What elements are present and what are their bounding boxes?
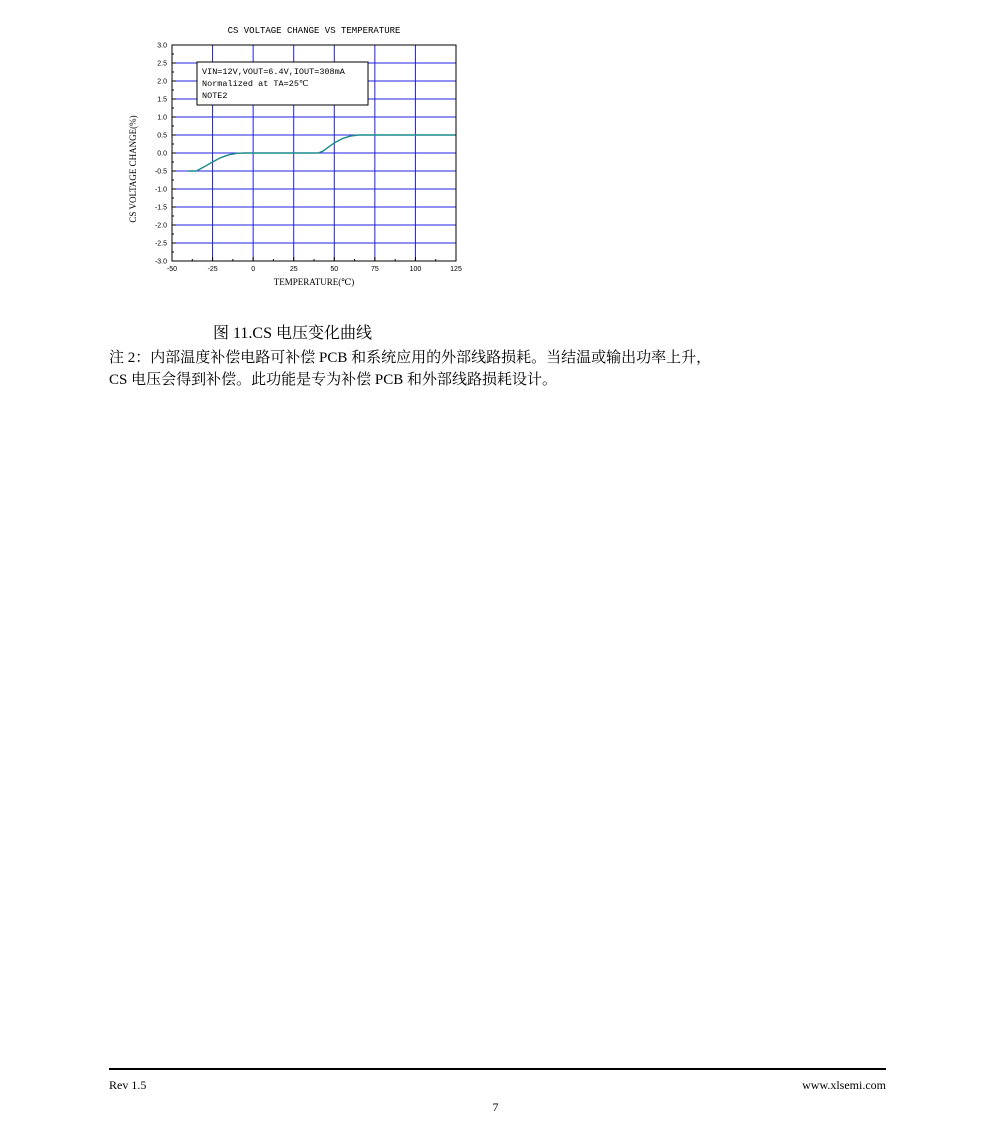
x-tick-label: 125 <box>450 266 462 273</box>
note-line-2: CS 电压会得到补偿。此功能是专为补偿 PCB 和外部线路损耗设计。 <box>109 372 557 388</box>
y-tick-label: 1.0 <box>157 114 167 122</box>
x-tick-label: -25 <box>207 266 218 273</box>
note-paragraph <box>109 347 899 391</box>
y-tick-label: 3.0 <box>157 42 167 50</box>
annotation-line-3: NOTE2 <box>202 91 228 101</box>
y-tick-label: -2.0 <box>154 222 167 230</box>
footer-revision: Rev 1.5 <box>109 1078 147 1092</box>
y-tick-label: -0.5 <box>154 168 167 176</box>
x-tick-label: 50 <box>330 266 339 273</box>
y-tick-label: -3.0 <box>154 258 167 266</box>
x-tick-label: 25 <box>289 266 298 273</box>
footer-rule <box>109 1068 886 1070</box>
y-tick-label: -1.5 <box>154 204 167 212</box>
y-tick-label: 0.5 <box>157 132 167 140</box>
y-tick-label: 2.5 <box>157 60 167 68</box>
annotation-line-1: VIN=12V,VOUT=6.4V,IOUT=308mA <box>202 67 345 77</box>
y-tick-label: -2.5 <box>154 240 167 248</box>
note-line-1: 注 2：内部温度补偿电路可补偿 PCB 和系统应用的外部线路损耗。当结温或输出功率上升， <box>109 350 712 366</box>
x-tick-label: -50 <box>166 266 178 273</box>
y-tick-label: 0.0 <box>157 150 167 158</box>
x-tick-label: 100 <box>409 266 422 273</box>
chart-title: CS VOLTAGE CHANGE VS TEMPERATURE <box>227 26 401 36</box>
x-tick-label: 75 <box>370 266 379 273</box>
chart <box>100 14 500 294</box>
chart-svg <box>100 14 500 294</box>
footer-website: www.xlsemi.com <box>802 1078 886 1092</box>
y-axis-label: CS VOLTAGE CHANGE(%) <box>128 115 138 223</box>
y-tick-label: 2.0 <box>157 78 167 86</box>
annotation-box <box>197 62 368 105</box>
x-axis-label: TEMPERATURE(℃) <box>273 277 355 287</box>
y-tick-label: -1.0 <box>154 186 167 194</box>
annotation-line-2: Normalized at TA=25℃ <box>202 79 309 89</box>
y-tick-label: 1.5 <box>157 96 167 104</box>
figure-caption: 图 11.CS 电压变化曲线 <box>213 325 372 342</box>
x-tick-label: 0 <box>251 266 256 273</box>
page-number: 7 <box>492 1100 499 1114</box>
